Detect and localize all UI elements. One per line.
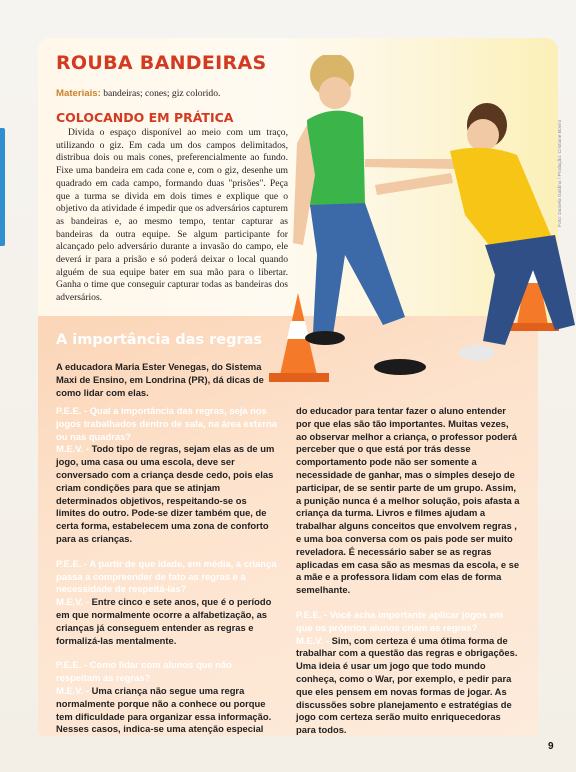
photo-credit: Foto: Daniela Galdino / Produção: Cristiane Bovini bbox=[558, 120, 563, 227]
interview-lead: A educadora Maria Ester Venegas, do Sistema Maxi de Ensino, em Londrina (PR), dá dicas de como lidar com elas. bbox=[56, 361, 264, 398]
interview-column-right bbox=[296, 405, 522, 749]
qa-block bbox=[296, 405, 522, 597]
answer: Todo tipo de regras, sejam elas as de um jogo, uma casa ou uma escola, deve ser conversado com a criança desde cedo, pois elas criam condições para que se atinjam determinados objetivos, respeitando-se os limites do outro. Pode-se dizer também que, de certa forma, estabelecem uma zona de conforto para as crianças. bbox=[56, 443, 275, 544]
children-playing-photo bbox=[255, 55, 576, 385]
page-number: 9 bbox=[548, 741, 554, 752]
section-title: COLOCANDO EM PRÁTICA bbox=[56, 110, 234, 125]
answer-label: M.E.V. - bbox=[56, 596, 89, 608]
question: P.E.E. - Você acha importante aplicar jogos em que os próprios alunos criam as regras? bbox=[296, 608, 504, 633]
answer: Entre cinco e sete anos, que é o período em que normalmente ocorre a alfabetização, as crianças já conseguem entender as regras e formalizá-las mentalmente. bbox=[56, 596, 272, 646]
interview-column-left bbox=[56, 405, 278, 748]
answer: Sim, com certeza é uma ótima forma de trabalhar com a questão das regras e obrigações. Uma ideia é usar um jogo que todo mundo conheça, como o War, por exemplo, e pedir para que eles pensem em novas formas de jogar. As discussões sobre planejamento e estratégias de jogo com certeza serão muito enriquecedoras para todos. bbox=[296, 634, 518, 736]
qa-block bbox=[296, 609, 522, 737]
left-edge-tab bbox=[0, 128, 5, 246]
answer-label: M.E.V. - bbox=[296, 634, 329, 646]
boy-green-shirt bbox=[293, 55, 426, 375]
instructions-text: Divida o espaço disponível ao meio com um traço, utilizando o giz. Em cada um dos campos delimitados, distribua dois ou mais cones, preferencialmente ao fundo. Fixe uma bandeira em cada cone e, com o giz, desenhe um quadrado em cada campo, formando duas "prisões". Peça que a turma se divida em dois times e explique que o objetivo da atividade é impedir que os adversários capturem as bandeiras e, ao mesmo tempo, tentar capturar as bandeiras da outra equipe. Se algum participante for alcançado pelo adversário durante a invasão do campo, ele deverá ir para a prisão e só poderá deixar o local quando alguém de sua equipe bater em sua mão para o libertar. Ganha o time que conseguir capturar todas as bandeiras dos adversários. bbox=[56, 127, 288, 304]
activity-title: ROUBA BANDEIRAS bbox=[56, 52, 267, 74]
answer-label: M.E.V. - bbox=[56, 443, 89, 455]
interview-title: A importância das regras bbox=[56, 332, 263, 348]
qa-block bbox=[56, 405, 278, 546]
question: P.E.E. - Qual a importância das regras, seja nos jogos trabalhados dentro de sala, na área externa ou nas quadras? bbox=[56, 405, 277, 442]
answer: Uma criança não segue uma regra normalmente porque não a conhece ou porque tem dificuldade para organizar essa informação. Nesses casos, indica-se uma atenção especial bbox=[56, 684, 272, 735]
materials-text: bandeiras; cones; giz colorido. bbox=[103, 88, 221, 99]
question: P.E.E. - A partir de que idade, em média, a criança passa a compreender de fato as regras e a necessidade de respeitá-las? bbox=[56, 557, 277, 595]
materials-label: Materiais: bbox=[56, 88, 101, 99]
qa-block bbox=[56, 659, 278, 736]
answer: do educador para tentar fazer o aluno entender por que elas são tão importantes. Muitas vezes, ao observar melhor a criança, o professor poderá perceber que o que está por trás desse comportamento pode não ser somente a necessidade de ganhar, mas o simples desejo de participar, de se sentir parte de um grupo. Assim, a punição nunca é a melhor solução, pois afasta a criança da turma. Livros e filmes ajudam a trabalhar alguns conceitos que envolvem regras , e uma boa conversa com os pais pode ser muito reveladora. É necessário saber se as regras aplicadas em casa são as mesmas da escola, e se a mãe e a professora lidam com elas de forma semelhante. bbox=[296, 405, 520, 596]
question: P.E.E. - Como lidar com alunos que não respeitam as regras? bbox=[56, 659, 232, 684]
answer-label: M.E.V. - bbox=[56, 684, 89, 696]
qa-block bbox=[56, 558, 278, 648]
materials-line bbox=[56, 88, 220, 99]
